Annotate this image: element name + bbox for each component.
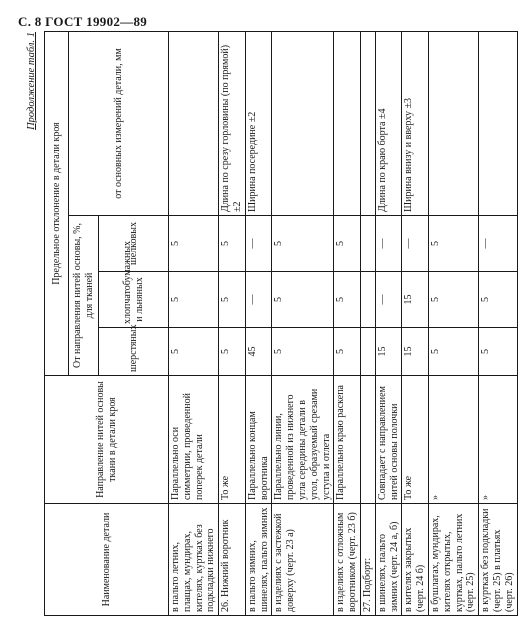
header-cotton-linen: хлопчатобумажных и льняных [99,272,169,328]
table-row [479,31,517,615]
cell-name: в шинелях, пальто зимних (черт. 24 а, б) [375,504,402,616]
cell-measure [479,31,517,215]
cell-name: в изделиях с отложным воротником (черт. 23 б) [334,504,361,616]
requirements-table [44,31,518,616]
cell-measure: Длина по краю борта ±4 [375,31,402,215]
cell-name: в пальто летних, плащах, мундирах, кителях, куртках без подкладки нижнего [169,504,219,616]
table-row [375,31,402,615]
cell-cotton: 5 [428,272,478,328]
cell-direction: Параллельно краю раскепа [334,376,361,504]
cell-wool: 5 [428,328,478,376]
cell-direction: Параллельно концам воротника [245,376,272,504]
cell-silk: — [375,216,402,272]
cell-wool: 5 [219,328,246,376]
cell-cotton: 15 [402,272,429,328]
cell-name: 26. Нижний воротник [219,504,246,616]
cell-wool: 5 [334,328,361,376]
table-row [402,31,429,615]
cell-cotton: 5 [272,272,334,328]
cell-direction: » [479,376,517,504]
cell-cotton: — [245,272,272,328]
cell-wool: 5 [272,328,334,376]
cell-silk: 5 [219,216,246,272]
cell-measure: Ширина внизу и вверху ±3 [402,31,429,215]
continuation-label: Продолжение табл. 1 [26,32,37,130]
cell-silk: 5 [272,216,334,272]
header-name: Наименование детали [45,504,169,616]
cell-name: в пальто зимних, шинелях, пальто зимних [245,504,272,616]
cell-wool: 45 [245,328,272,376]
header-silk: шелковых [99,216,169,272]
cell-direction [360,376,375,504]
cell-name: 27. Подборт: [360,504,375,616]
cell-silk: 5 [428,216,478,272]
cell-cotton [360,272,375,328]
table-row [428,31,478,615]
cell-direction: Параллельно линии, проведенной из нижнего угла середины детали в угол, образуемый срезами уступа и отлета [272,376,334,504]
cell-silk: — [479,216,517,272]
cell-silk: 5 [334,216,361,272]
cell-wool [360,328,375,376]
table-row [245,31,272,615]
cell-direction: » [428,376,478,504]
page-header: С. 8 ГОСТ 19902—89 [18,14,148,29]
cell-measure [169,31,219,215]
cell-silk: — [245,216,272,272]
cell-name: в куртках без подкладки (черт. 25) в платьях (черт. 26) [479,504,517,616]
cell-cotton: — [375,272,402,328]
cell-measure [334,31,361,215]
cell-wool: 15 [375,328,402,376]
cell-cotton: 5 [219,272,246,328]
cell-measure: Длина по срезу горловины (по прямой) ±2 [219,31,246,215]
cell-direction: Совпадает с направлением нитей основы полочки [375,376,402,504]
cell-silk: 5 [169,216,219,272]
cell-cotton: 5 [479,272,517,328]
cell-name: в изделиях с застежкой доверху (черт. 23 а) [272,504,334,616]
table-row [169,31,219,615]
cell-direction: То же [219,376,246,504]
cell-measure [360,31,375,215]
header-wool: шерстяных [99,328,169,376]
header-direction: Направление нитей основы ткани в детали кроя [45,376,169,504]
cell-wool: 5 [169,328,219,376]
cell-name: в кителях закрытых (черт. 24 б) [402,504,429,616]
cell-silk: — [402,216,429,272]
header-from-direction: От направления нитей основы, %, для тканей [69,216,99,376]
cell-measure [272,31,334,215]
cell-name: в бушлатах, мундирах, кителях открытых, куртках, пальто летних (черт. 25) [428,504,478,616]
cell-wool: 15 [402,328,429,376]
rotated-table-area [26,28,515,616]
cell-silk [360,216,375,272]
cell-measure [428,31,478,215]
table-row [219,31,246,615]
table-row [334,31,361,615]
header-from-measurements: от основных измерений детали, мм [69,31,169,215]
header-allowed-deviation: Предельное отклонение в детали кроя [45,31,69,375]
cell-direction: То же [402,376,429,504]
cell-cotton: 5 [334,272,361,328]
cell-cotton: 5 [169,272,219,328]
cell-wool: 5 [479,328,517,376]
table-row [272,31,334,615]
table-row [360,31,375,615]
cell-measure: Ширина посередине ±2 [245,31,272,215]
cell-direction: Параллельно оси симметрии, проведенной поперек детали [169,376,219,504]
